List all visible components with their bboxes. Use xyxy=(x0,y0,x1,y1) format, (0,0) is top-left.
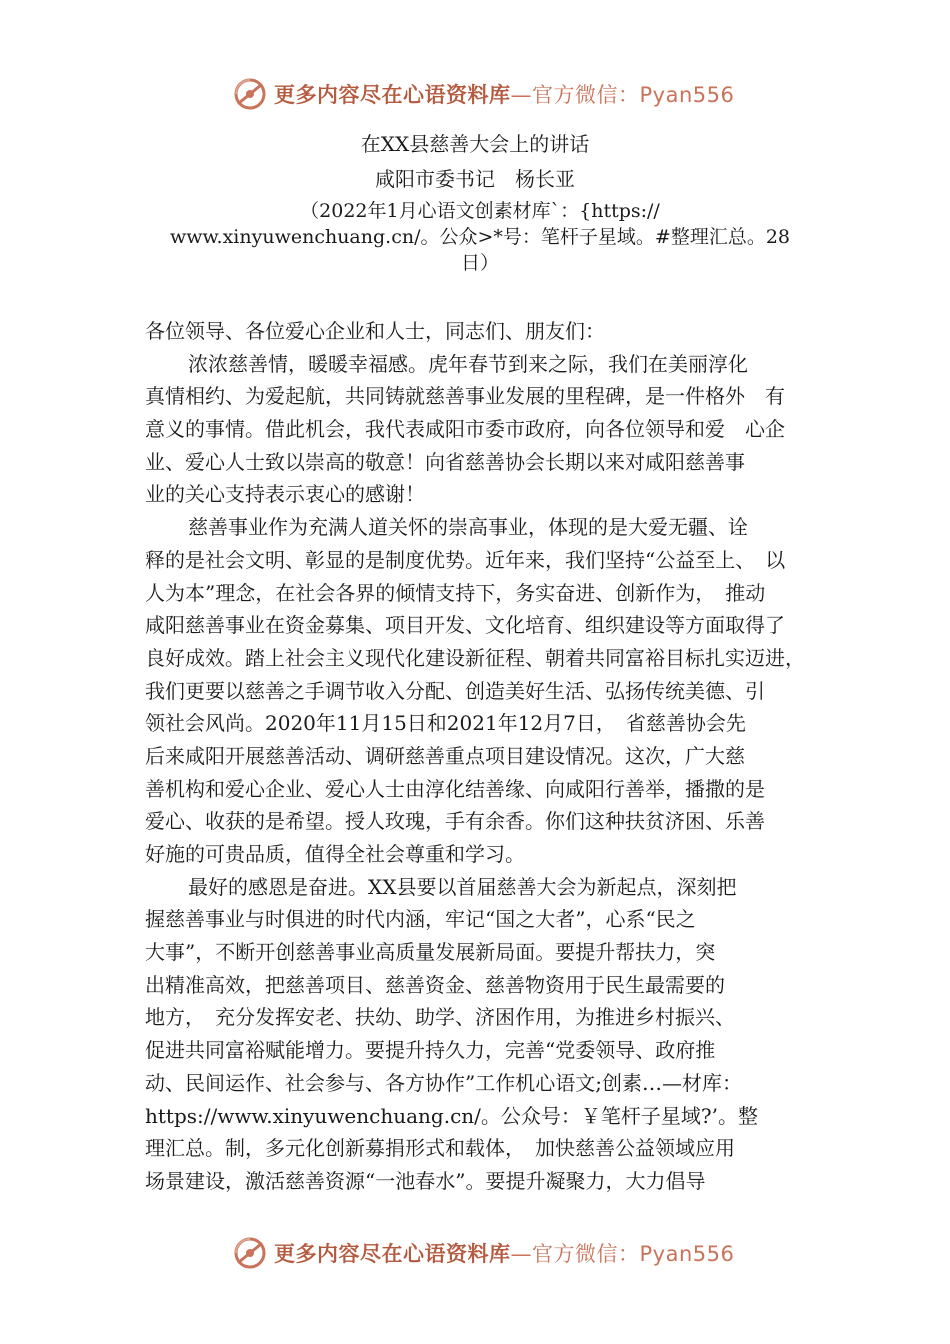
header-banner xyxy=(230,74,734,114)
source-line: www.xinyuwenchuang.cn/。公众>*号：笔杆子星域。#整理汇总。28 xyxy=(170,226,790,248)
speaker-line: 咸阳市委书记 杨长亚 xyxy=(375,167,575,191)
banner-brand: 更多内容尽在心语资料库 xyxy=(274,83,511,107)
paragraph-line: 理汇总。制，多元化创新募捐形式和载体， 加快慈善公益领域应用 xyxy=(145,1136,735,1161)
source-line: 日） xyxy=(460,252,499,274)
paragraph-line: 浓浓慈善情，暖暖幸福感。虎年春节到来之际，我们在美丽淳化 xyxy=(188,351,748,376)
banner-text xyxy=(274,79,734,109)
logo-icon xyxy=(230,1233,270,1273)
paragraph-line: 场景建设，激活慈善资源“一池春水”。要提升凝聚力，大力倡导 xyxy=(145,1168,706,1193)
paragraph-line: 释的是社会文明、彰显的是制度优势。近年来，我们坚持“公益至上、 以 xyxy=(145,547,786,572)
banner-text xyxy=(274,1238,734,1268)
footer-banner xyxy=(230,1233,734,1273)
paragraph-line: 良好成效。踏上社会主义现代化建设新征程、朝着共同富裕目标扎实迈进， xyxy=(145,645,805,670)
document-title: 在XX县慈善大会上的讲话 xyxy=(360,132,590,156)
banner-brand: 更多内容尽在心语资料库 xyxy=(274,1242,511,1266)
paragraph-line: 爱心、收获的是希望。授人玫瑰，手有余香。你们这种扶贫济困、乐善 xyxy=(145,809,765,834)
speech-body xyxy=(145,315,845,1198)
paragraph-line: 业的关心支持表示衷心的感谢！ xyxy=(145,482,425,507)
paragraph-line: 业、爱心人士致以崇高的敬意！向省慈善协会长期以来对咸阳慈善事 xyxy=(145,449,745,474)
banner-contact: —官方微信：Pyan556 xyxy=(510,83,735,107)
salutation: 各位领导、各位爱心企业和人士，同志们、朋友们： xyxy=(145,319,605,343)
paragraph-line: 慈善事业作为充满人道关怀的崇高事业，体现的是大爱无疆、诠 xyxy=(188,515,748,540)
paragraph-line: 咸阳慈善事业在资金募集、项目开发、文化培育、组织建设等方面取得了 xyxy=(145,613,785,638)
paragraph-line: 我们更要以慈善之手调节收入分配、创造美好生活、弘扬传统美德、引 xyxy=(145,678,765,703)
paragraph-line: 握慈善事业与时俱进的时代内涵，牢记“国之大者”，心系“民之 xyxy=(145,907,696,932)
paragraph-line: 领社会风尚。2020年11月15日和2021年12月7日， 省慈善协会先 xyxy=(145,711,746,736)
banner-contact: —官方微信：Pyan556 xyxy=(510,1242,735,1266)
source-note xyxy=(130,198,830,276)
paragraph-line: 出精准高效，把慈善项目、慈善资金、慈善物资用于民生最需要的 xyxy=(145,972,725,997)
paragraph-line: 后来咸阳开展慈善活动、调研慈善重点项目建设情况。这次，广大慈 xyxy=(145,743,745,768)
paragraph-line: 促进共同富裕赋能增力。要提升持久力，完善“党委领导、政府推 xyxy=(145,1038,716,1063)
paragraph-line: 人为本”理念，在社会各界的倾情支持下，务实奋进、创新作为， 推动 xyxy=(145,580,766,605)
paragraph-line: 大事”，不断开创慈善事业高质量发展新局面。要提升帮扶力，突 xyxy=(145,940,716,965)
paragraph-line: https://www.xinyuwenchuang.cn/。公众号：￥笔杆子星域?’。整 xyxy=(145,1103,758,1128)
paragraph-line: 真情相约、为爱起航，共同铸就慈善事业发展的里程碑，是一件格外 有 xyxy=(145,384,785,409)
paragraph-line: 意义的事情。借此机会，我代表咸阳市委市政府，向各位领导和爱 心企 xyxy=(145,417,785,442)
paragraph-line: 善机构和爱心企业、爱心人士由淳化结善缘、向咸阳行善举，播撒的是 xyxy=(145,776,765,801)
source-line: （2022年1月心语文创素材库`：{https:// xyxy=(300,200,660,222)
logo-icon xyxy=(230,74,270,114)
paragraph-line: 最好的感恩是奋进。XX县要以首届慈善大会为新起点，深刻把 xyxy=(188,874,737,899)
paragraph-line: 动、民间运作、社会参与、各方协作”工作机心语文;创素…—材库： xyxy=(145,1070,742,1095)
paragraph-line: 地方， 充分发挥安老、扶幼、助学、济困作用，为推进乡村振兴、 xyxy=(145,1005,735,1030)
paragraph-line: 好施的可贵品质，值得全社会尊重和学习。 xyxy=(145,842,525,866)
